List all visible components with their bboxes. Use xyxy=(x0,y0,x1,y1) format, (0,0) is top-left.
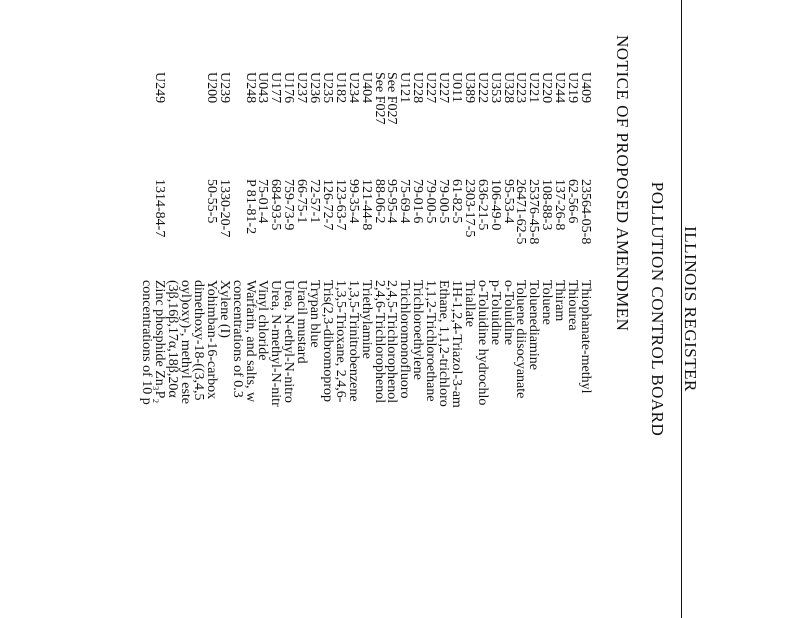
cas-number: 95-95-4 xyxy=(384,179,400,224)
cas-number: 684-93-5 xyxy=(268,179,284,231)
waste-code: U235 xyxy=(320,72,335,104)
substance-name: 1,3,5-Trinitrobenzene xyxy=(345,280,361,402)
waste-code: U220 xyxy=(539,72,555,104)
waste-code: U121 xyxy=(397,72,413,104)
waste-code: U389 xyxy=(461,72,477,104)
cas-number: 108-88-3 xyxy=(539,179,555,231)
substance-name: o-Toluidine hydrochlo xyxy=(474,280,490,406)
substance-name: Toluene diisocyanate xyxy=(513,280,529,399)
waste-code: U409 xyxy=(578,72,593,104)
cas-number: 75-69-4 xyxy=(397,179,413,224)
cas-number: 23564-05-8 xyxy=(578,179,593,245)
cas-number: 106-49-0 xyxy=(487,179,503,231)
substance-name: dimethoxy-18-((3,4,5 xyxy=(191,280,206,401)
substance-name: Warfarin, and salts, w xyxy=(242,280,258,403)
cas-number: 99-35-4 xyxy=(345,179,361,224)
waste-code: U236 xyxy=(307,72,323,104)
substance-name: o-Toluidine xyxy=(500,280,516,346)
substance-name: Thiophanate-methyl xyxy=(578,280,593,394)
waste-code: U227 xyxy=(423,72,439,104)
waste-code: U182 xyxy=(332,72,348,104)
cas-number: 25376-45-8 xyxy=(526,179,542,245)
waste-code: U043 xyxy=(255,72,271,104)
substance-name: Urea, N-ethyl-N-nitro xyxy=(281,280,297,403)
cas-number: 88-06-2 xyxy=(371,179,387,224)
cas-number: 66-75-1 xyxy=(294,179,310,224)
substance-name: Triethylamine xyxy=(358,280,374,359)
cas-number: 79-01-6 xyxy=(410,179,426,224)
substance-name: Vinyl chloride xyxy=(255,280,271,361)
cas-number: 636-21-5 xyxy=(474,179,490,231)
substance-name: concentrations of 0.3 xyxy=(229,280,245,398)
substance-name: Thiourea xyxy=(565,280,581,331)
cas-number: 50-55-5 xyxy=(203,179,219,224)
cas-number: 95-53-4 xyxy=(500,179,516,224)
cas-number: 61-82-5 xyxy=(449,179,464,224)
cas-number: 79-00-5 xyxy=(436,179,452,224)
substance-name: 1H-1,2,4-Triazol-3-am xyxy=(449,280,464,408)
waste-code: U328 xyxy=(500,72,516,104)
waste-code: U248 xyxy=(242,72,258,104)
cas-number: 1314-84-7 xyxy=(152,179,168,238)
cas-number: 26471-62-5 xyxy=(513,179,529,245)
cas-number: 123-63-7 xyxy=(332,179,348,231)
waste-code: U228 xyxy=(410,72,426,104)
substance-name: Urea, N-methyl-N-nitr xyxy=(268,280,284,407)
waste-code: U200 xyxy=(203,72,219,104)
page-title: ILLINOIS REGISTER xyxy=(681,226,700,392)
waste-code: U011 xyxy=(449,72,464,103)
cas-number: 72-57-1 xyxy=(307,179,323,224)
waste-code: U221 xyxy=(526,72,542,104)
substance-name: Yohimban-16-carbox xyxy=(203,280,219,400)
waste-code: U222 xyxy=(474,72,490,104)
substance-name: Uracil mustard xyxy=(294,280,310,364)
substance-name: Thiram xyxy=(552,280,568,322)
header-rule xyxy=(681,0,682,618)
waste-code: U404 xyxy=(358,72,374,104)
substance-name: Tris(2,3-dibromoprop xyxy=(320,280,335,402)
substance-name: Trichloroethylene xyxy=(410,280,426,380)
cas-number: 1330-20-7 xyxy=(216,179,232,238)
cas-number: 62-56-6 xyxy=(565,179,581,224)
cas-number: 121-44-8 xyxy=(358,179,374,231)
waste-code: U219 xyxy=(565,72,581,104)
waste-code: See F027 xyxy=(371,72,387,125)
waste-code: U177 xyxy=(268,72,284,104)
substance-name: Toluene xyxy=(539,280,555,325)
substance-name: Zinc phosphide Zn₃P₂ xyxy=(152,280,168,404)
waste-code: U353 xyxy=(487,72,503,104)
waste-code: U244 xyxy=(552,72,568,104)
substance-name: Toluenediamine xyxy=(526,280,542,370)
substance-name: 1,3,5-Trioxane, 2,4,6- xyxy=(332,280,348,403)
substance-name: oyl)oxy)-, methyl este xyxy=(178,280,194,405)
waste-code: U249 xyxy=(152,72,168,104)
cas-number: 75-01-4 xyxy=(255,179,271,224)
substance-name: Ethane, 1,1,2-trichloro xyxy=(436,280,452,407)
substance-name: p-Toluidine xyxy=(487,280,503,346)
substance-name: Trypan blue xyxy=(307,280,323,348)
substance-name: 1,1,2-Trichloroethane xyxy=(423,280,439,402)
waste-code: U223 xyxy=(513,72,529,104)
notice-heading: NOTICE OF PROPOSED AMENDMEN xyxy=(613,35,632,332)
cas-number: P 81-81-2 xyxy=(242,179,258,235)
substance-name: Xylene (I) xyxy=(216,280,232,338)
waste-code: See F027 xyxy=(384,72,400,125)
substance-name: concentrations of 10 p xyxy=(139,280,155,405)
waste-code: U234 xyxy=(345,72,361,104)
waste-code: U239 xyxy=(216,72,232,104)
cas-number: 126-72-7 xyxy=(320,179,335,231)
agency-name: POLLUTION CONTROL BOARD xyxy=(648,181,667,437)
cas-number: 2303-17-5 xyxy=(461,179,477,238)
cas-number: 79-00-5 xyxy=(423,179,439,224)
substance-name: 2,4,5-Trichlorophenol xyxy=(384,280,400,404)
substance-name: (3β,16β,17α,18β,20α xyxy=(165,280,181,398)
waste-code: U176 xyxy=(281,72,297,104)
substance-name: 2,4,6-Trichlorophenol xyxy=(371,280,387,404)
waste-code: U237 xyxy=(294,72,310,104)
cas-number: 759-73-9 xyxy=(281,179,297,231)
cas-number: 137-26-8 xyxy=(552,179,568,231)
waste-code: U227 xyxy=(436,72,452,104)
substance-name: Triallate xyxy=(461,280,477,327)
substance-name: Trichloromonofluoro xyxy=(397,280,413,399)
